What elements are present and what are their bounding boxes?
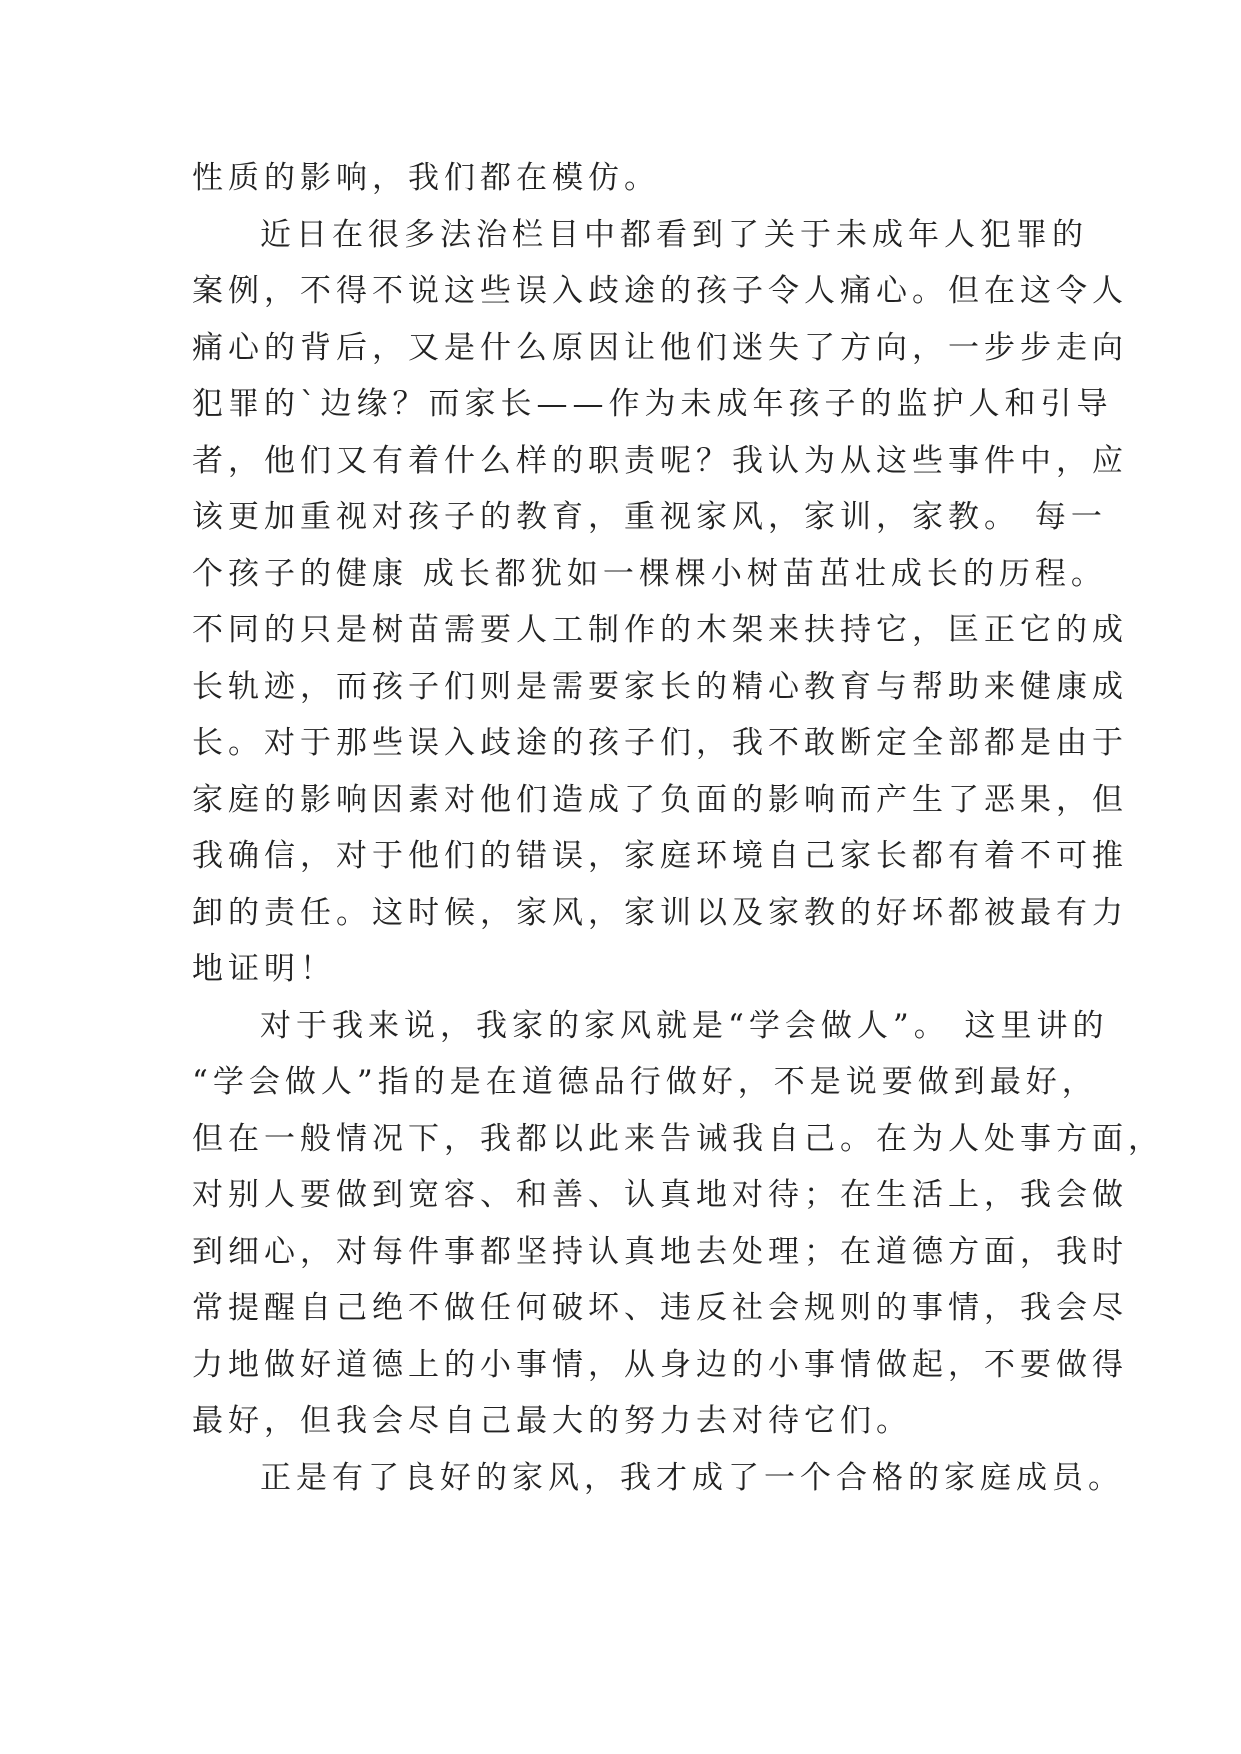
text-line: 案例，不得不说这些误入歧途的孩子令人痛心。但在这令人: [192, 273, 1128, 309]
text-line: 性质的影响，我们都在模仿。: [192, 160, 660, 196]
text-line: 对别人要做到宽容、和善、认真地对待；在生活上，我会做: [192, 1177, 1128, 1213]
text-line: 力地做好道德上的小事情，从身边的小事情做起，不要做得: [192, 1347, 1128, 1383]
text-line: 长。对于那些误入歧途的孩子们，我不敢断定全部都是由于: [192, 725, 1128, 761]
text-line: 卸的责任。这时候，家风，家训以及家教的好坏都被最有力: [192, 895, 1128, 931]
text-line: 最好，但我会尽自己最大的努力去对待它们。: [192, 1403, 912, 1439]
text-line: “学会做人”指的是在道德品行做好，不是说要做到最好，: [192, 1064, 1098, 1100]
text-line: 但在一般情况下，我都以此来告诫我自己。在为人处事方面，: [192, 1121, 1164, 1157]
text-line: 该更加重视对孩子的教育，重视家风，家训，家教。 每一: [192, 499, 1107, 535]
text-line: 常提醒自己绝不做任何破坏、违反社会规则的事情，我会尽: [192, 1290, 1128, 1326]
text-line: 家庭的影响因素对他们造成了负面的影响而产生了恶果，但: [192, 782, 1128, 818]
text-line: 对于我来说，我家的家风就是“学会做人”。 这里讲的: [260, 1008, 1109, 1044]
text-line: 到细心，对每件事都坚持认真地去处理；在道德方面，我时: [192, 1234, 1128, 1270]
text-line: 者，他们又有着什么样的职责呢？我认为从这些事件中，应: [192, 443, 1128, 479]
text-line: 我确信，对于他们的错误，家庭环境自己家长都有着不可推: [192, 838, 1128, 874]
text-line: 痛心的背后，又是什么原因让他们迷失了方向，一步步走向: [192, 330, 1128, 366]
text-line: 近日在很多法治栏目中都看到了关于未成年人犯罪的: [260, 217, 1088, 253]
text-line: 不同的只是树苗需要人工制作的木架来扶持它，匡正它的成: [192, 612, 1128, 648]
text-line: 犯罪的`边缘？而家长——作为未成年孩子的监护人和引导: [192, 386, 1113, 422]
text-line: 地证明！: [192, 951, 336, 987]
text-line: 长轨迹，而孩子们则是需要家长的精心教育与帮助来健康成: [192, 669, 1128, 705]
text-line: 正是有了良好的家风，我才成了一个合格的家庭成员。: [260, 1460, 1124, 1496]
text-line: 个孩子的健康 成长都犹如一棵棵小树苗茁壮成长的历程。: [192, 556, 1107, 592]
